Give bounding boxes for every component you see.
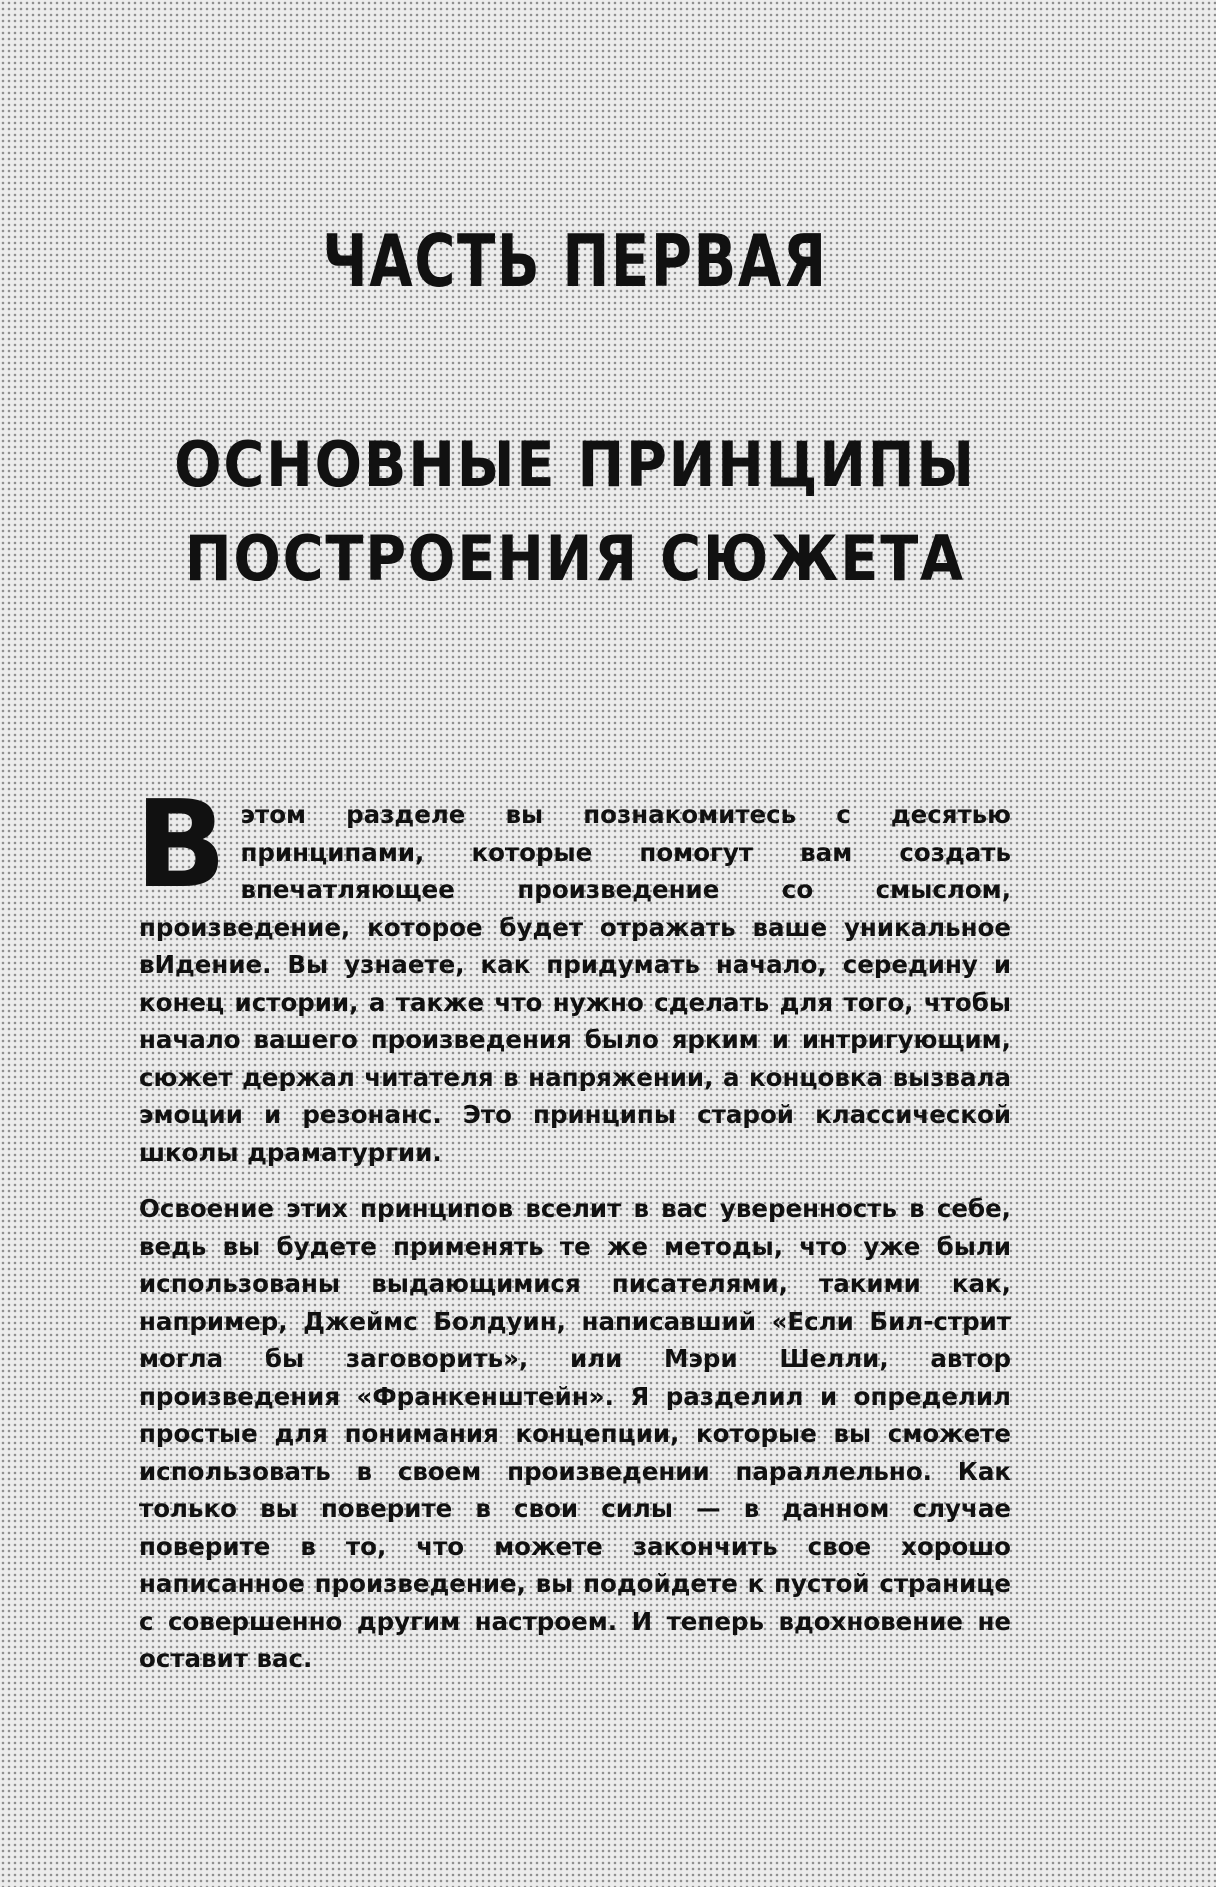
drop-cap: В xyxy=(135,776,227,915)
section-title xyxy=(58,418,1093,606)
section-title-line-1: ОСНОВНЫЕ ПРИНЦИПЫ xyxy=(174,428,976,501)
part-title: ЧАСТЬ ПЕРВАЯ xyxy=(322,219,828,303)
paragraph-2-text: Освоение этих принципов вселит в вас уверенность в себе, ведь вы будете применять те же методы, что уже были использованы выдающимися писателями, такими как, например, Джеймс Болдуин, написавший «Если Бил-стрит могла бы заговорить», или Мэри Шелли, автор произведения «Франкенштейн». Я разделил и определил простые для понимания концепции, которые вы сможете использовать в своем произведении параллельно. Как только вы поверите в свои силы — в данном случае поверите в то, что можете закончить свое хорошо написанное произведение, вы подойдете к пустой странице с совершенно другим настроем. И теперь вдохновение не оставит вас. xyxy=(139,1194,1011,1673)
paragraph-2 xyxy=(139,1190,1011,1678)
section-title-line-2: ПОСТРОЕНИЯ СЮЖЕТА xyxy=(184,522,966,595)
body-text xyxy=(135,776,1011,1678)
paragraph-1-text: этом разделе вы познакомитесь с десятью принципами, которые помогут вам создать впечатляющее произведение со смыслом, произведение, которое будет отражать ваше уникальное вИдение. Вы узнаете, как придумать начало, середину и конец истории, а также что нужно сделать для того, чтобы начало вашего произведения было ярким и интригующим, сюжет держал читателя в напряжении, а концовка вызвала эмоции и резонанс. Это принципы старой классической школы драматургии. xyxy=(139,800,1011,1167)
paragraph-1 xyxy=(135,776,1011,1171)
